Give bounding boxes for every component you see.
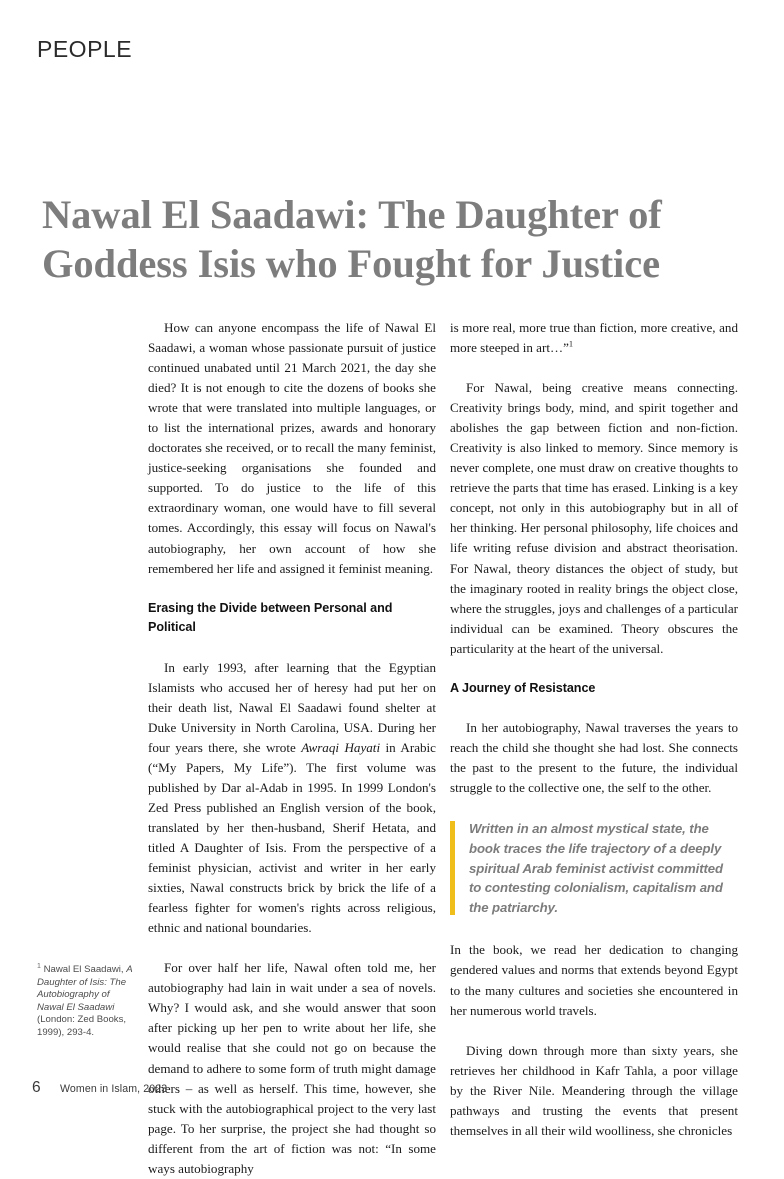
spacer: [148, 638, 436, 658]
pull-quote: [450, 819, 738, 917]
page-title-line-2: Goddess Isis who Fought for Justice: [42, 241, 660, 287]
publication-name: Women in Islam, 2023: [60, 1083, 168, 1095]
body-paragraph: How can anyone encompass the life of Nawal El Saadawi, a woman whose passionate pursuit of justice continued unabated until 21 March 2021, the day she died? It is not enough to cite the dozens of books she wrote that were translated into multiple languages, or to list the international prizes, awards and honorary doctorates she received, or to recall the many feminist, justice-seeking organisations she founded and supported. To do justice to the life of this extraordinary woman, one would have to fill several tomes. Accordingly, this essay will focus on Nawal's autobiography, her own account of how she remembered her life and assigned it feminist meaning.: [148, 320, 436, 576]
paragraph-text-part: is more real, more true than fiction, more creative, and more steeped in art…”: [450, 320, 738, 356]
pull-quote-text: Written in an almost mystical state, the book traces the life trajectory of a deeply spiritual Arab feminist activist committed to contesting colonialism, capitalism and the patriarchy.: [469, 821, 723, 915]
page-footer: [32, 1079, 167, 1097]
body-paragraph: [148, 658, 436, 939]
spacer: [450, 1021, 738, 1041]
book-title-italic: Awraqi Hayati: [301, 739, 381, 755]
paragraph-text-part: In early 1993, after learning that the Egyptian Islamists who accused her of heresy had put her on their death list, Nawal El Saadawi found shelter at Duke University in North Carolina, USA. During her four years there, she wrote: [148, 659, 436, 755]
body-paragraph: For Nawal, being creative means connecting. Creativity brings body, mind, and spirit together and abolishes the gap between fiction and non-fiction. Creativity is also linked to memory. Since memory is never complete, one must draw on creative thoughts to retrieve the parts that time has erased. Linking is a key concept, not only in this autobiography but in all of her thinking. Her personal philosophy, life choices and life writing refuse division and abstract theorisation. For Nawal, theory distances the object of study, but the imaginary rooted in reality brings the object close, where the struggles, joys and challenges of a particular individual can be examined. Theory obscures the particularity at the heart of the universal.: [450, 380, 738, 656]
spacer: [148, 938, 436, 958]
page-number: 6: [32, 1079, 41, 1096]
margin-footnote: [37, 964, 137, 1040]
article-column-left: [148, 318, 436, 1179]
footnote-text-part: (London: Zed Books, 1999), 293-4.: [37, 1014, 127, 1038]
body-paragraph: [450, 318, 738, 358]
running-head: PEOPLE: [37, 36, 133, 62]
pull-quote-accent-bar: [450, 821, 455, 915]
body-paragraph: Diving down through more than sixty years, she retrieves her childhood in Kafr Tahla, a poor village by the River Nile. Meandering through the village pathways and trusting the events that present themselves in all their wild woolliness, she chronicles: [450, 1042, 738, 1138]
spacer: [450, 358, 738, 378]
section-heading-erasing-the-divide: Erasing the Divide between Personal and Political: [148, 600, 393, 635]
spacer: [450, 698, 738, 718]
article-column-right: [450, 318, 738, 1141]
footnote-book-title: A Daughter of Isis: The Autobiography of Nawal El Saadawi: [37, 964, 133, 1013]
footnote-text-part: Nawal El Saadawi,: [40, 964, 124, 975]
page-title: [42, 190, 760, 288]
body-paragraph: In the book, we read her dedication to changing gendered values and norms that extends beyond Egypt to the many cultures and societies she encountered in her numerous world travels.: [450, 942, 738, 1018]
paragraph-text-part: in Arabic (“My Papers, My Life”). The first volume was published by Dar al-Adab in 1995. In 1999 London's Zed Press published an English version of the book, translated by her then-husband, Sherif Hetata, and titled A Daughter of Isis. From the perspective of a feminist physician, activist and writer in her early sixties, Nawal constructs brick by brick the life of a fearless fighter for women's rights across religious, ethnic and national boundaries.: [148, 739, 436, 936]
spacer: [148, 579, 436, 599]
footnote-marker: 1: [37, 962, 41, 970]
spacer: [450, 659, 738, 679]
footnote-reference: 1: [568, 339, 574, 349]
body-paragraph: For over half her life, Nawal often told me, her autobiography had lain in wait under a sea of novels. Why? I would ask, and she would answer that soon after picking up her pen to write about her life, she would realise that she could not go on because the demand to adhere to some form of truth might damage others – as well as herself. This time, however, she stuck with the autobiographical project to the very last page. To her surprise, the project she had thought so different from the art of fiction was not: “In some ways autobiography: [148, 960, 436, 1176]
section-heading-a-journey-of-resistance: A Journey of Resistance: [450, 680, 596, 695]
page-title-line-1: Nawal El Saadawi: The Daughter of: [42, 192, 662, 238]
body-paragraph: In her autobiography, Nawal traverses the years to reach the child she thought she had lost. She connects the past to the present to the future, the individual struggle to the collective one, the self to the other.: [450, 720, 738, 796]
